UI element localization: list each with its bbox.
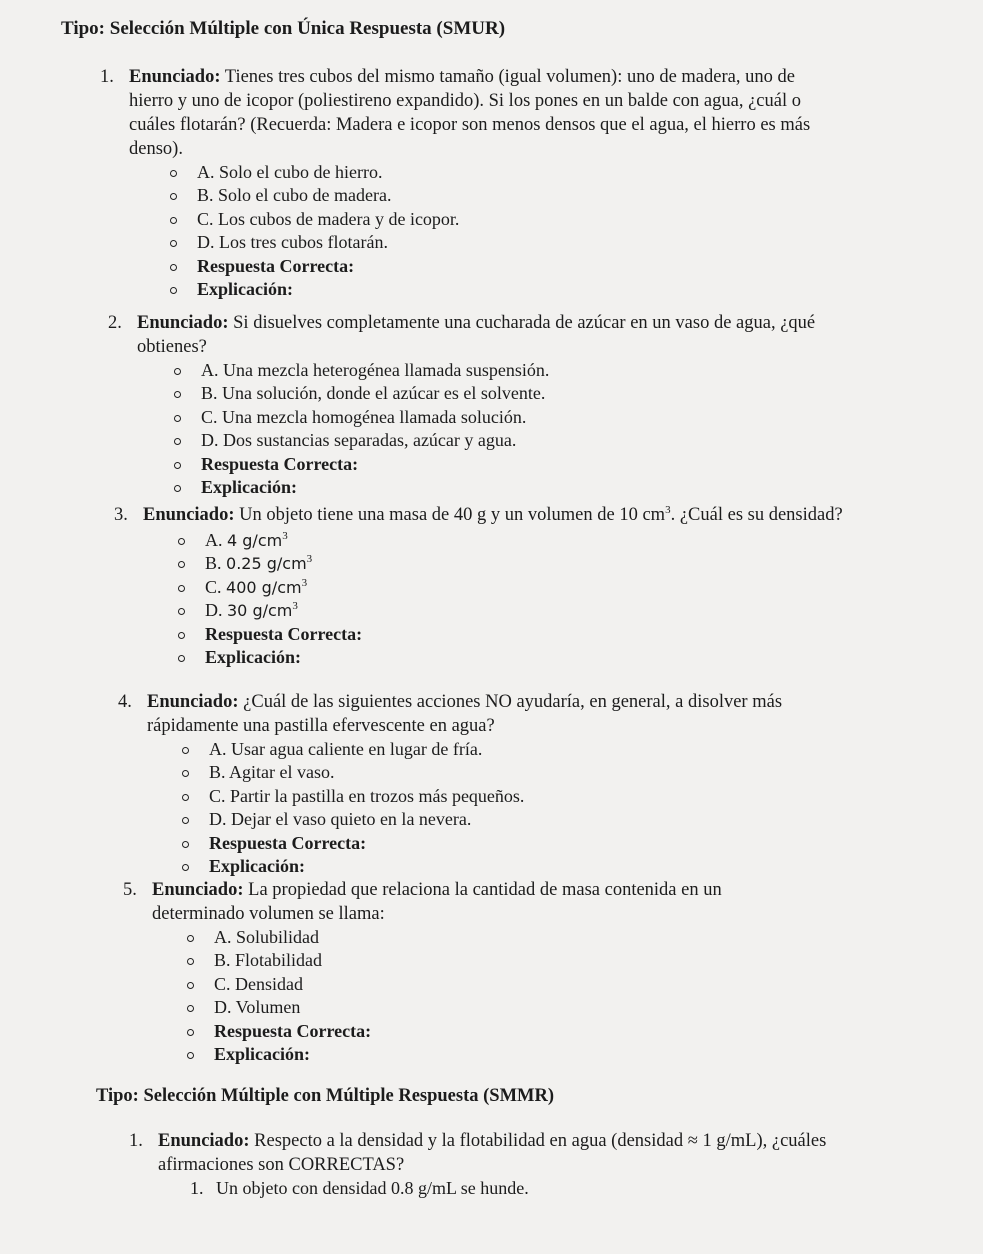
question-text: Tienes tres cubos del mismo tamaño (igual volumen): uno de madera, uno de hierro y uno de icopor (poliestireno expandido). Si los pones en un balde con agua, ¿cuál o cuáles flotarán? (Recuerda: Madera e icopor son menos densos que el agua, el hierro es más denso). — [129, 67, 811, 159]
option-c: C. Los cubos de madera y de icopor. — [167, 208, 834, 231]
smur-section-title: Tipo: Selección Múltiple con Única Respuesta (SMUR) — [61, 18, 506, 39]
question-number: 1. — [100, 67, 114, 87]
option-b: B. Flotabilidad — [184, 949, 802, 972]
option-a: A. Solo el cubo de hierro. — [167, 161, 834, 184]
option-d: D. Los tres cubos flotarán. — [167, 231, 834, 254]
explanation-label: Explicación: — [179, 855, 827, 878]
explanation-label: Explicación: — [175, 646, 853, 669]
question-text-start: Un objeto tiene una masa de 40 g y un volumen de 10 — [234, 505, 643, 525]
option-value: 400 — [226, 577, 262, 597]
option-letter: C. — [205, 576, 227, 597]
correct-answer-label: Respuesta Correcta: — [175, 623, 853, 646]
question-label: Enunciado: — [143, 505, 235, 525]
option-value: 0.25 — [226, 554, 267, 574]
question-label: Enunciado: — [158, 1131, 250, 1151]
smmr-section-title: Tipo: Selección Múltiple con Múltiple Respuesta (SMMR) — [96, 1086, 555, 1106]
correct-answer-label: Respuesta Correcta: — [179, 832, 827, 855]
option-value: 4 — [227, 531, 243, 550]
question-label: Enunciado: — [137, 313, 229, 333]
option-b: B. Solo el cubo de madera. — [167, 184, 834, 207]
question-number: 3. — [114, 505, 128, 525]
question-2 — [108, 311, 817, 499]
question-number: 4. — [118, 692, 132, 712]
option-d: D. Dejar el vaso quieto en la nevera. — [179, 808, 827, 831]
statement-text: Un objeto con densidad 0.8 g/mL se hunde. — [216, 1178, 529, 1198]
option-d: D. Volumen — [184, 996, 802, 1019]
question-label: Enunciado: — [129, 67, 221, 87]
option-list — [167, 161, 834, 301]
statement-1 — [190, 1177, 529, 1200]
option-d: D. Dos sustancias separadas, azúcar y agua. — [171, 429, 817, 452]
option-list — [171, 359, 817, 499]
question-text: ¿Cuál de las siguientes acciones NO ayudaría, en general, a disolver más rápidamente una pastilla efervescente en agua? — [147, 692, 783, 736]
option-letter: B. — [205, 553, 227, 574]
option-list — [179, 738, 827, 878]
question-5 — [123, 878, 802, 1066]
question-text-end: . ¿Cuál es su densidad? — [670, 505, 843, 525]
option-list — [175, 529, 853, 669]
option-unit: g/cm — [261, 577, 302, 597]
question-text: Respecto a la densidad y la flotabilidad en agua (densidad ≈ 1 g/mL), ¿cuáles afirmaciones son CORRECTAS? — [158, 1131, 827, 1175]
explanation-label: Explicación: — [167, 278, 834, 301]
question-number: 5. — [123, 880, 137, 900]
unit-exponent: 3 — [306, 553, 313, 566]
question-4 — [118, 690, 827, 878]
option-d — [175, 599, 853, 622]
question-1 — [100, 65, 834, 301]
question-label: Enunciado: — [147, 692, 239, 712]
option-letter: D. — [205, 600, 227, 621]
explanation-label: Explicación: — [171, 476, 817, 499]
option-unit: g/cm — [266, 554, 307, 574]
correct-answer-label: Respuesta Correcta: — [184, 1020, 802, 1043]
option-c — [175, 576, 853, 599]
option-a: A. Solubilidad — [184, 926, 802, 949]
unit-exponent: 3 — [282, 530, 288, 542]
option-a: A. Una mezcla heterogénea llamada suspensión. — [171, 359, 817, 382]
correct-answer-label: Respuesta Correcta: — [171, 453, 817, 476]
question-text: La propiedad que relaciona la cantidad de masa contenida en un determinado volumen se llama: — [152, 880, 722, 924]
option-a: A. Usar agua caliente en lugar de fría. — [179, 738, 827, 761]
explanation-label: Explicación: — [184, 1043, 802, 1066]
option-unit: g/cm — [252, 601, 293, 621]
option-c: C. Una mezcla homogénea llamada solución. — [171, 406, 817, 429]
option-unit: g/cm — [242, 531, 283, 550]
smmr-question-1 — [129, 1129, 838, 1177]
statement-number: 1. — [190, 1178, 204, 1198]
option-b: B. Agitar el vaso. — [179, 761, 827, 784]
correct-answer-label: Respuesta Correcta: — [167, 255, 834, 278]
option-b: B. Una solución, donde el azúcar es el solvente. — [171, 382, 817, 405]
question-label: Enunciado: — [152, 880, 244, 900]
option-c: C. Partir la pastilla en trozos más pequeños. — [179, 785, 827, 808]
question-3 — [114, 503, 853, 669]
unit-exponent: 3 — [292, 600, 298, 613]
option-a — [175, 529, 853, 552]
question-number: 1. — [129, 1131, 143, 1151]
unit-exponent: 3 — [665, 503, 671, 516]
option-value: 30 — [227, 601, 253, 621]
option-list — [184, 926, 802, 1066]
question-number: 2. — [108, 313, 122, 333]
option-b — [175, 552, 853, 575]
volume-unit: cm — [642, 505, 666, 525]
option-c: C. Densidad — [184, 973, 802, 996]
unit-exponent: 3 — [301, 576, 308, 589]
question-text: Si disuelves completamente una cucharada de azúcar en un vaso de agua, ¿qué obtienes? — [137, 313, 816, 357]
option-letter: A. — [205, 530, 227, 550]
